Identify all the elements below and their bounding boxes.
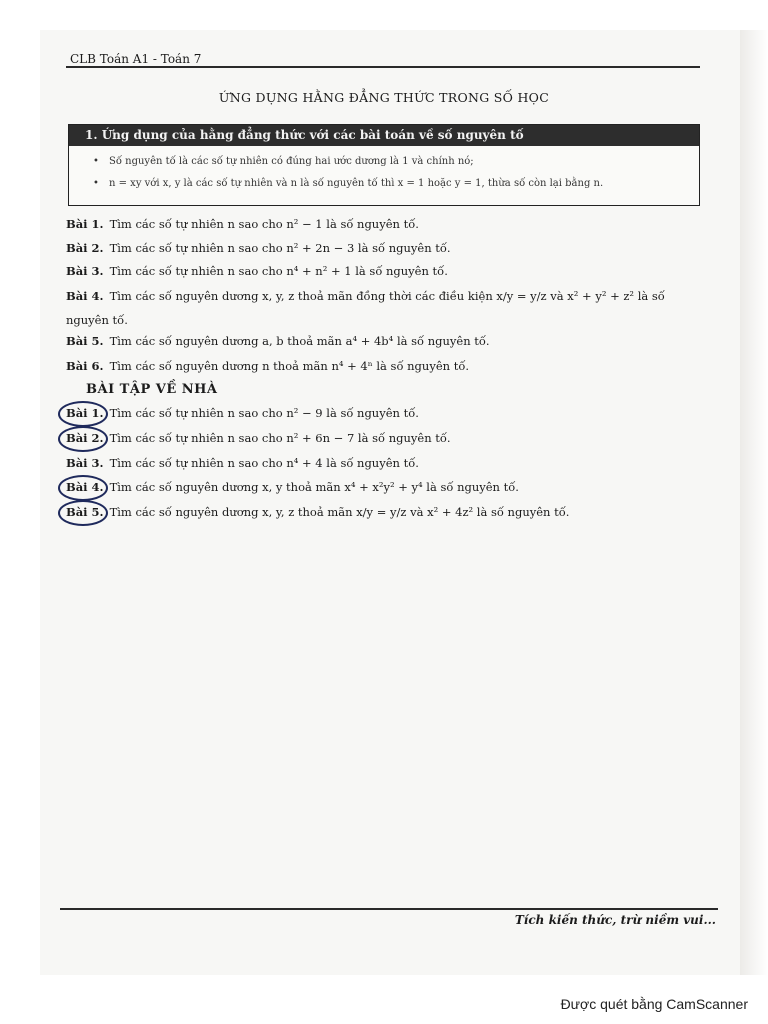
homework-text: Tìm các số nguyên dương x, y thoả mãn x⁴ + x²y² + y⁴ là số nguyên tố. (109, 480, 519, 494)
footer-rule (60, 908, 718, 910)
exercise-number: Bài 5. (66, 334, 104, 348)
exercise-text: Tìm các số tự nhiên n sao cho n² + 2n − 3 là số nguyên tố. (109, 241, 451, 255)
scanner-watermark: Được quét bằng CamScanner (560, 996, 748, 1012)
exercise-text: Tìm các số nguyên dương x, y, z thoả mãn đồng thời các điều kiện x/y = y/z và x² + y² + z² là số nguyên tố. (66, 289, 665, 327)
page-edge-shadow (740, 30, 768, 975)
ink-circle (58, 500, 108, 526)
section-bullets (69, 155, 699, 190)
homework-item (66, 479, 519, 495)
section-bullet: • n = xy với x, y là các số tự nhiên và n là số nguyên tố thì x = 1 hoặc y = 1, thừa số còn lại bằng n. (93, 178, 604, 189)
section-box (68, 124, 700, 206)
header-rule (66, 66, 700, 68)
homework-text: Tìm các số tự nhiên n sao cho n² + 6n − 7 là số nguyên tố. (109, 431, 451, 445)
exercise-item (66, 240, 451, 256)
exercise-item (66, 333, 490, 349)
exercise-text: Tìm các số tự nhiên n sao cho n² − 1 là số nguyên tố. (109, 217, 419, 231)
exercise-number: Bài 4. (66, 289, 104, 303)
exercise-text: Tìm các số tự nhiên n sao cho n⁴ + n² + 1 là số nguyên tố. (109, 264, 448, 278)
homework-item (66, 430, 451, 446)
ink-circle (58, 426, 108, 452)
bullet-icon: • (93, 156, 99, 167)
footer-motto: Tích kiến thức, trừ niềm vui... (514, 913, 716, 927)
bullet-icon: • (93, 178, 99, 189)
page-header: CLB Toán A1 - Toán 7 (70, 52, 202, 66)
exercise-item (66, 284, 706, 332)
exercise-number: Bài 1. (66, 217, 104, 231)
homework-number: Bài 2. (66, 431, 104, 445)
document-title: ỨNG DỤNG HẰNG ĐẲNG THỨC TRONG SỐ HỌC (218, 90, 550, 105)
homework-number: Bài 3. (66, 456, 104, 470)
exercise-number: Bài 3. (66, 264, 104, 278)
exercise-item (66, 263, 448, 279)
homework-title: BÀI TẬP VỀ NHÀ (86, 382, 218, 397)
ink-circle (58, 401, 108, 427)
homework-number: Bài 4. (66, 480, 104, 494)
homework-number: Bài 1. (66, 406, 104, 420)
section-heading: 1. Ứng dụng của hằng đẳng thức với các bài toán về số nguyên tố (69, 125, 699, 146)
exercise-item (66, 358, 469, 374)
section-bullet: • Số nguyên tố là các số tự nhiên có đúng hai ước dương là 1 và chính nó; (93, 156, 474, 167)
homework-item (66, 405, 419, 421)
homework-text: Tìm các số nguyên dương x, y, z thoả mãn x/y = y/z và x² + 4z² là số nguyên tố. (109, 505, 570, 519)
ink-circle (58, 475, 108, 501)
exercise-number: Bài 6. (66, 359, 104, 373)
homework-text: Tìm các số tự nhiên n sao cho n⁴ + 4 là số nguyên tố. (109, 456, 419, 470)
homework-item (66, 504, 569, 520)
exercise-number: Bài 2. (66, 241, 104, 255)
exercise-text: Tìm các số nguyên dương a, b thoả mãn a⁴ + 4b⁴ là số nguyên tố. (109, 334, 490, 348)
homework-number: Bài 5. (66, 505, 104, 519)
homework-text: Tìm các số tự nhiên n sao cho n² − 9 là số nguyên tố. (109, 406, 419, 420)
exercise-text: Tìm các số nguyên dương n thoả mãn n⁴ + 4ⁿ là số nguyên tố. (109, 359, 470, 373)
exercise-item (66, 216, 419, 232)
homework-item (66, 455, 419, 471)
